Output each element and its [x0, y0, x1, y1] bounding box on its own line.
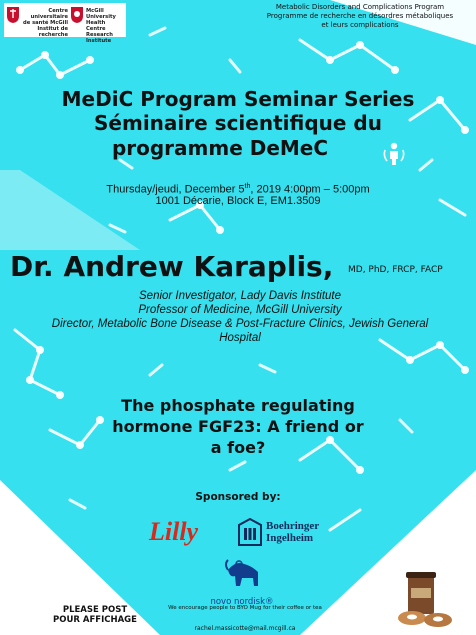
sponsors-heading: Sponsored by:: [195, 491, 281, 503]
event-date-prefix: Thursday/jeudi, December 5: [106, 183, 245, 196]
please-post-line-2: POUR AFFICHAGE: [53, 615, 137, 625]
person-cycle-icon: [382, 140, 406, 166]
talk-title-line-1: The phosphate regulating: [121, 396, 355, 415]
cusm-crest-icon: [6, 6, 20, 24]
lilly-wordmark: Lilly: [149, 517, 199, 546]
novo-nordisk-wordmark: novo nordisk®: [210, 597, 274, 607]
mcgill-logo: [4, 3, 126, 44]
coffee-donuts-icon: [394, 570, 456, 630]
talk-title-line-3: a foe?: [210, 438, 266, 457]
program-name-en: Metabolic Disorders and Complications Program: [275, 3, 445, 11]
speaker-affiliation-2: Professor of Medicine, McGill University: [138, 304, 342, 316]
lilly-logo: [145, 510, 205, 550]
speaker-affiliation-4: Hospital: [219, 332, 261, 344]
talk-title-line-2: hormone FGF23: A friend or: [112, 417, 364, 436]
boehringer-building-icon: [238, 518, 262, 546]
apis-bull-icon: [206, 556, 278, 596]
series-title-en: MeDiC Program Seminar Series: [61, 87, 415, 111]
boehringer-ingelheim-logo: [238, 518, 338, 548]
cusm-line-2: de santé McGill: [23, 20, 68, 26]
program-name-fr-line-1: Programme de recherche en désordres métaboliques: [266, 12, 454, 20]
cusm-line-3: Institut de recherche: [37, 26, 68, 38]
please-post-notice: [50, 605, 140, 625]
muhc-line-1: McGill University: [86, 8, 116, 20]
muhc-line-3: Research Institute: [86, 32, 113, 44]
boehringer-line-1: Boehringer: [266, 520, 320, 532]
speaker-credentials: MD, PhD, FRCP, FACP: [348, 265, 443, 275]
event-date-sup: th: [244, 183, 251, 190]
series-title-fr-2: programme DeMeC: [111, 136, 329, 160]
boehringer-line-2: Ingelheim: [266, 532, 314, 544]
byo-mug-note: We encourage people to BYO Mug for their coffee or tea: [168, 605, 322, 611]
speaker-name: Dr. Andrew Karaplis,: [10, 250, 334, 283]
speaker-affiliation-3: Director, Metabolic Bone Disease & Post-Fracture Clinics, Jewish General: [51, 318, 429, 330]
contact-email: rachel.massicotte@mail.mcgill.ca: [194, 625, 296, 632]
muhc-crest-icon: [70, 6, 84, 24]
series-title-fr-1: Séminaire scientifique du: [94, 111, 382, 135]
muhc-line-2: Health Centre: [86, 20, 106, 32]
program-name-fr: [250, 12, 470, 30]
speaker-affiliation-1: Senior Investigator, Lady Davis Institute: [139, 290, 341, 302]
event-date-suffix: , 2019 4:00pm – 5:00pm: [250, 183, 370, 196]
program-name-fr-line-2: et leurs complications: [321, 21, 399, 29]
novo-nordisk-logo: [206, 556, 278, 608]
event-location: 1001 Décarie, Block E, EM1.3509: [155, 195, 321, 207]
please-post-line-1: PLEASE POST: [62, 605, 128, 615]
cusm-line-1: Centre universitaire: [30, 8, 68, 20]
